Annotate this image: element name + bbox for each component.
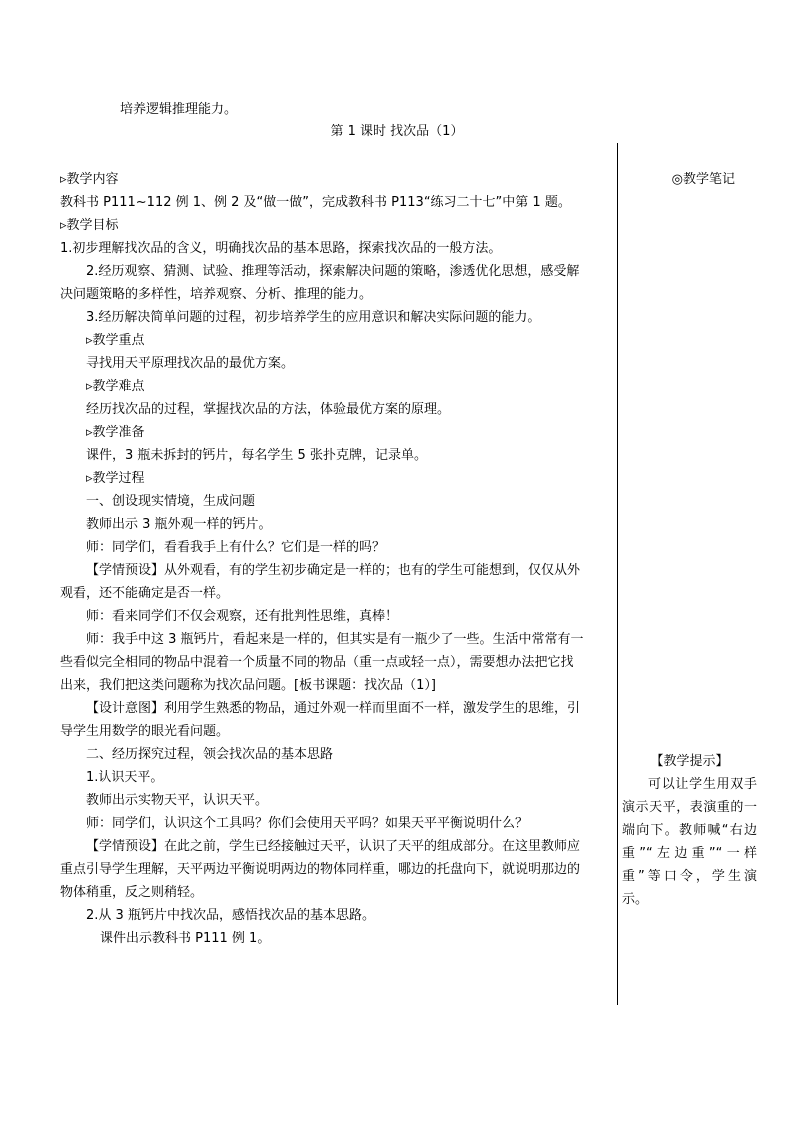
section-heading: ▹教学目标 [60,218,119,233]
content-line: 2.经历观察、猜测、试验、推理等活动，探索解决问题的策略，渗透优化思想，感受解 [86,264,580,279]
content-line: 二、经历探究过程，领会找次品的基本思路 [86,747,334,762]
content-line: 教师出示 3 瓶外观一样的钙片。 [86,517,272,532]
section-heading: ▹教学难点 [86,379,145,394]
content-line: 观看，还不能确定是否一样。 [60,586,230,601]
content-line: 导学生用数学的眼光看问题。 [60,724,230,739]
content-line: 重点引导学生理解，天平两边平衡说明两边的物体同样重，哪边的托盘向下，就说明那边的 [60,862,581,877]
content-line: 教师出示实物天平，认识天平。 [86,793,269,808]
content-line: 师：同学们，看看我手上有什么？它们是一样的吗？ [86,540,386,555]
content-line: 【学情预设】在此之前，学生已经接触过天平，认识了天平的组成部分。在这里教师应 [86,839,581,854]
lesson-title: 第 1 课时 找次品（1） [330,124,464,139]
content-line: 一、创设现实情境，生成问题 [86,494,256,509]
content-line: 课件出示教科书 P111 例 1。 [100,931,271,946]
lesson-content [60,168,612,950]
content-line: 经历找次品的过程，掌握找次品的方法，体验最优方案的原理。 [86,402,451,417]
intro-line: 培养逻辑推理能力。 [120,102,238,117]
section-heading: ▹教学准备 [86,425,145,440]
content-line: 师：看来同学们不仅会观察，还有批判性思维，真棒！ [86,609,399,624]
section-heading: ▹教学过程 [86,471,145,486]
content-line: 寻找用天平原理找次品的最优方案。 [86,356,295,371]
content-line: 师：同学们，认识这个工具吗？你们会使用天平吗？如果天平平衡说明什么？ [86,816,529,831]
teaching-tip [622,750,757,911]
content-line: 物体稍重，反之则稍轻。 [60,885,204,900]
content-line: 师：我手中这 3 瓶钙片，看起来是一样的，但其实是有一瓶少了一些。生活中常常有一 [86,632,584,647]
content-line: 教科书 P111~112 例 1、例 2 及“做一做”，完成教科书 P113“练习二十七”中第 1 题。 [60,195,571,210]
content-line: 出来，我们把这类问题称为找次品问题。[板书课题：找次品（1）] [60,678,436,693]
content-line: 决问题策略的多样性，培养观察、分析、推理的能力。 [60,287,373,302]
content-line: 课件，3 瓶未拆封的钙片，每名学生 5 张扑克牌，记录单。 [86,448,427,463]
content-line: 1.认识天平。 [86,770,164,785]
content-line: 3.经历解决简单问题的过程，初步培养学生的应用意识和解决实际问题的能力。 [86,310,541,325]
tip-heading: 【教学提示】 [650,754,729,769]
content-line: 2.从 3 瓶钙片中找次品，感悟找次品的基本思路。 [86,908,375,923]
section-heading: ▹教学重点 [86,333,145,348]
section-heading: ▹教学内容 [60,172,119,187]
content-line: 些看似完全相同的物品中混着一个质量不同的物品（重一点或轻一点），需要想办法把它找 [60,655,574,670]
content-line: 【学情预设】从外观看，有的学生初步确定是一样的；也有的学生可能想到，仅仅从外 [86,563,581,578]
column-divider [617,143,618,1005]
notes-label: ◎教学笔记 [671,172,735,187]
content-line: 【设计意图】利用学生熟悉的物品，通过外观一样而里面不一样，激发学生的思维，引 [86,701,581,716]
content-line: 1.初步理解找次品的含义，明确找次品的基本思路，探索找次品的一般方法。 [60,241,502,256]
tip-body: 可以让学生用双手演示天平，表演重的一端向下。教师喊“右边重”“左边重”“一样重”等口令，学生演示。 [622,777,757,907]
